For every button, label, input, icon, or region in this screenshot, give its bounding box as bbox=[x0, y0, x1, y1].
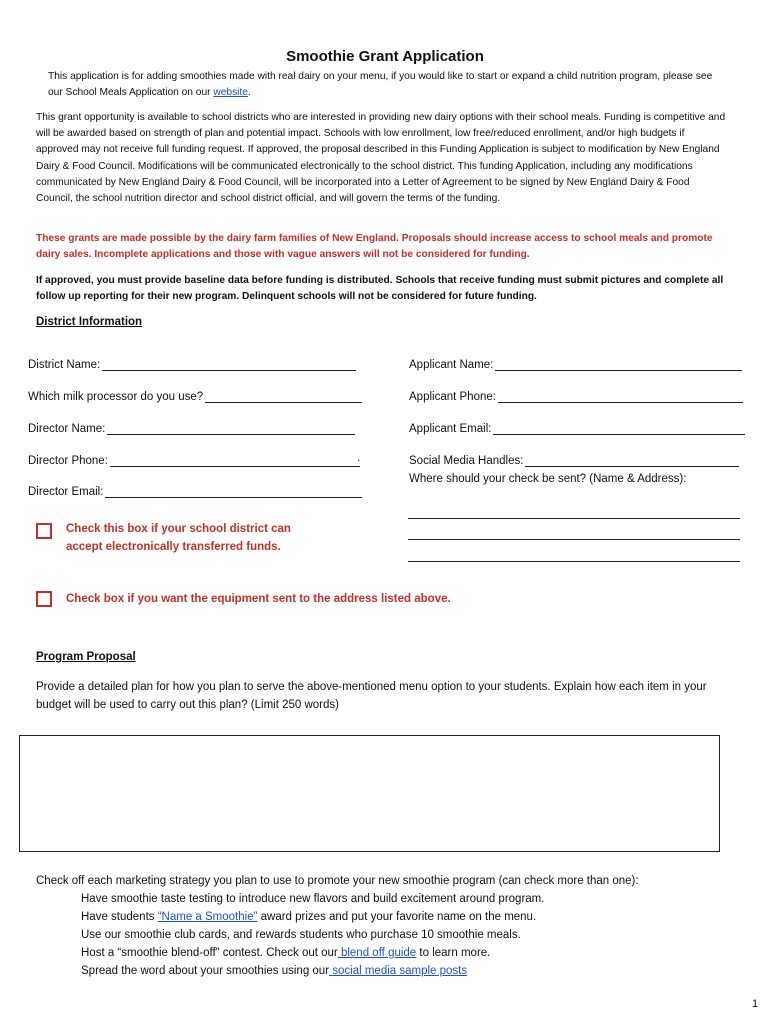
district-name-label: District Name: bbox=[28, 359, 101, 371]
director-name-line[interactable] bbox=[107, 421, 355, 435]
marketing-item-name-smoothie bbox=[81, 908, 536, 926]
milk-processor-line[interactable] bbox=[205, 389, 362, 403]
equipment-address-label: Check box if you want the equipment sent to the address listed above. bbox=[66, 593, 451, 605]
equipment-address-checkbox[interactable] bbox=[36, 591, 52, 607]
page-title: Smoothie Grant Application bbox=[286, 48, 484, 65]
marketing-intro: Check off each marketing strategy you plan to use to promote your new smoothie program (can check more than one): bbox=[36, 875, 639, 887]
social-media-field[interactable] bbox=[409, 453, 739, 467]
applicant-name-line[interactable] bbox=[495, 357, 742, 371]
applicant-phone-field[interactable] bbox=[409, 389, 743, 403]
item4-post: to learn more. bbox=[416, 947, 491, 959]
electronic-transfer-label: Check this box if your school district can accept electronically transferred funds. bbox=[66, 523, 291, 553]
address-line-1[interactable] bbox=[408, 518, 740, 519]
director-email-line[interactable] bbox=[105, 484, 362, 498]
item5-pre: Spread the word about your smoothies using our bbox=[81, 965, 330, 977]
marketing-item-club-cards: Use our smoothie club cards, and rewards students who purchase 10 smoothie meals. bbox=[81, 929, 521, 941]
social-media-posts-link[interactable]: social media sample posts bbox=[329, 965, 468, 977]
director-name-label: Director Name: bbox=[28, 423, 106, 435]
director-email-field[interactable] bbox=[28, 484, 362, 498]
intro-text: This application is for adding smoothies made with real dairy on your menu, if you would like to start or expand a child nutrition program, please see our School Meals Application on our bbox=[48, 71, 713, 99]
applicant-phone-line[interactable] bbox=[498, 389, 743, 403]
milk-processor-field[interactable] bbox=[28, 389, 362, 403]
page-number: 1 bbox=[752, 998, 759, 1010]
eligibility-paragraph: This grant opportunity is available to school districts who are interested in providing new dairy options with their school meals. Funding is competitive and will be awarded based on strength of plan and potential impact. Schools with low enrollment, low free/reduced enrollment, and/or high budgets if approved may not receive full funding request. If approved, the proposal described in this Funding Application is subject to modification by New England Dairy & Food Council. Modifications will be communicated electronically to the school district. This funding Application, including any modifications communicated by New England Dairy & Food Council, will be incorporated into a Letter of Agreement to be signed by New England Dairy & Food Council, the school nutrition director and school district official, and will govern the terms of the funding. bbox=[36, 112, 726, 205]
marketing-item-taste-testing: Have smoothie taste testing to introduce new flavors and build excitement around program. bbox=[81, 893, 545, 905]
reporting-notice: If approved, you must provide baseline data before funding is distributed. Schools that receive funding must submit pictures and complete all follow up reporting for their new program. Delinquent schools will not be considered for future funding. bbox=[36, 275, 724, 303]
district-info-heading: District Information bbox=[36, 316, 143, 328]
check-address-label: Where should your check be sent? (Name & Address): bbox=[409, 473, 687, 485]
applicant-phone-label: Applicant Phone: bbox=[409, 391, 496, 403]
address-line-2[interactable] bbox=[408, 539, 740, 540]
item4-pre: Host a “smoothie blend-off” contest. Check out our bbox=[81, 947, 338, 959]
item2-pre: Have students bbox=[81, 911, 158, 923]
item2-post: award prizes and put your favorite name on the menu. bbox=[257, 911, 537, 923]
name-a-smoothie-link[interactable]: “Name a Smoothie” bbox=[157, 911, 258, 923]
director-email-label: Director Email: bbox=[28, 486, 104, 498]
marketing-item-blend-off bbox=[81, 944, 490, 962]
proposal-prompt: Provide a detailed plan for how you plan to serve the above-mentioned menu option to your students. Explain how each item in your budget will be used to carry out this plan? (Limit 250 words) bbox=[36, 681, 707, 711]
funding-notice: These grants are made possible by the dairy farm families of New England. Proposals should increase access to school meals and promote dairy sales. Incomplete applications and those with vague answers will not be considered for funding. bbox=[36, 233, 713, 261]
intro-paragraph bbox=[48, 69, 713, 101]
district-name-field[interactable] bbox=[28, 357, 356, 371]
website-link[interactable]: website bbox=[213, 87, 248, 99]
director-phone-line[interactable] bbox=[110, 453, 360, 467]
electronic-transfer-checkbox[interactable] bbox=[36, 523, 52, 539]
applicant-name-field[interactable] bbox=[409, 357, 742, 371]
program-proposal-heading: Program Proposal bbox=[36, 651, 136, 663]
director-phone-field[interactable] bbox=[28, 453, 360, 467]
applicant-email-line[interactable] bbox=[493, 421, 745, 435]
district-name-line[interactable] bbox=[102, 357, 356, 371]
marketing-item-social-media bbox=[81, 962, 467, 980]
social-media-line[interactable] bbox=[525, 453, 739, 467]
applicant-email-label: Applicant Email: bbox=[409, 423, 492, 435]
applicant-name-label: Applicant Name: bbox=[409, 359, 494, 371]
social-media-label: Social Media Handles: bbox=[409, 455, 524, 467]
applicant-email-field[interactable] bbox=[409, 421, 745, 435]
proposal-answer-box[interactable] bbox=[19, 735, 720, 852]
milk-processor-label: Which milk processor do you use? bbox=[28, 391, 204, 403]
blend-off-guide-link[interactable]: blend off guide bbox=[337, 947, 417, 959]
director-phone-label: Director Phone: bbox=[28, 455, 108, 467]
address-line-3[interactable] bbox=[408, 561, 740, 562]
intro-end: . bbox=[247, 87, 251, 99]
stray-dot: . bbox=[357, 452, 361, 464]
director-name-field[interactable] bbox=[28, 421, 355, 435]
